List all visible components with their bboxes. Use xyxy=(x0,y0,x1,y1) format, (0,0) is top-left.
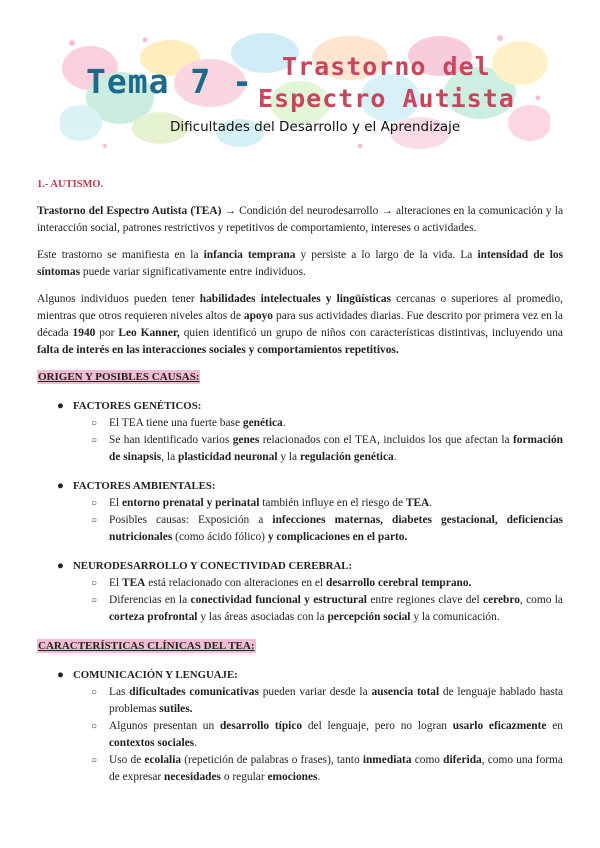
list-item: ○ Diferencias en la conectividad funcional y estructural entre regiones clave del cerebro, como la corteza profrontal y las áreas asociadas con la percepción social y la comunicación. xyxy=(91,594,563,623)
list-item: ○ Algunos presentan un desarrollo típico del lenguaje, pero no logran usarlo eficazmente en contextos sociales. xyxy=(91,720,563,749)
sub-bullet-icon: ○ xyxy=(91,595,98,606)
document-body xyxy=(37,176,563,798)
list-item: ○ El TEA tiene una fuerte base genética. xyxy=(73,415,563,432)
section-heading-caracteristicas: CARACTERÍSTICAS CLÍNICAS DEL TEA: xyxy=(38,640,255,652)
tema-number: Tema 7 - xyxy=(86,62,253,101)
sub-bullet-icon: ○ xyxy=(91,755,98,766)
list-item-geneticos: ● FACTORES GENÉTICOS: ○ El TEA tiene una fuerte base genética. ○ Se han identificado varios genes relacionados con el TEA, incluidos los que afectan la formación de sinapsis, la plasticidad neuronal y la regulación genética. xyxy=(37,398,563,466)
list-item: ○ El entorno prenatal y perinatal también influye en el riesgo de TEA. xyxy=(73,495,563,512)
paragraph-onset: Este trastorno se manifiesta en la infancia temprana y persiste a lo largo de la vida. La intensidad de los síntomas puede variar significativamente entre individuos. xyxy=(37,249,563,278)
sub-bullet-icon: ○ xyxy=(91,418,98,429)
subtitle: Dificultades del Desarrollo y el Aprendizaje xyxy=(170,119,461,135)
section-heading-autismo: 1.- AUTISMO. xyxy=(37,179,104,190)
title-line-2: Espectro Autista xyxy=(258,84,515,113)
caracteristicas-list xyxy=(37,667,563,786)
title-line-1: Trastorno del xyxy=(282,52,491,81)
sub-bullet-icon: ○ xyxy=(91,687,98,698)
list-item: ○ Las dificultades comunicativas pueden variar desde la ausencia total de lenguaje hablado hasta problemas sutiles. xyxy=(91,686,564,715)
list-item: ○ Se han identificado varios genes relacionados con el TEA, incluidos los que afectan la formación de sinapsis, la plasticidad neuronal y la regulación genética. xyxy=(91,434,563,463)
sub-bullet-icon: ○ xyxy=(91,578,98,589)
paragraph-definition: Trastorno del Espectro Autista (TEA) → Condición del neurodesarrollo → alteraciones en la comunicación y la interacción social, patrones restrictivos y repetitivos de comportamiento, intereses o actividades. xyxy=(37,205,563,234)
bullet-icon: ● xyxy=(57,480,64,492)
bullet-icon: ● xyxy=(57,400,64,412)
paragraph-history: Algunos individuos pueden tener habilidades intelectuales y lingüísticas cercanas o superiores al promedio, mientras que otros requieren niveles altos de apoyo para sus actividades diarias. Fue descrito por primera vez en la década 1940 por Leo Kanner, quien identificó un grupo de niños con características distintivas, incluyendo una falta de interés en las interacciones sociales y comportamientos repetitivos. xyxy=(37,293,563,356)
sub-bullet-icon: ○ xyxy=(91,435,98,446)
sub-bullet-icon: ○ xyxy=(91,515,98,526)
sub-bullet-icon: ○ xyxy=(91,498,98,509)
list-item-ambientales: ● FACTORES AMBIENTALES: ○ El entorno prenatal y perinatal también influye en el riesgo de TEA. ○ Posibles causas: Exposición a infecciones maternas, diabetes gestacional, deficiencias nutricionales (como ácido fólico) y complicaciones en el parto. xyxy=(37,478,563,546)
section-heading-origen: ORIGEN Y POSIBLES CAUSAS: xyxy=(38,371,200,383)
list-item: ○ El TEA está relacionado con alteraciones en el desarrollo cerebral temprano. xyxy=(73,575,563,592)
list-item-comunicacion: ● COMUNICACIÓN Y LENGUAJE: ○ Las dificultades comunicativas pueden variar desde la ausencia total de lenguaje hablado hasta problemas sutiles. ○ Algunos presentan un desarrollo típico del lenguaje, pero no logran usarlo eficazmente en contextos sociales. ○ Uso de ecolalia (repetición de palabras o frases), tanto inmediata como diferida, como una forma de expresar necesidades o regular emociones. xyxy=(37,667,563,786)
list-item: ○ Uso de ecolalia (repetición de palabras o frases), tanto inmediata como diferida, como una forma de expresar necesidades o regular emociones. xyxy=(91,754,563,783)
list-item: ○ Posibles causas: Exposición a infecciones maternas, diabetes gestacional, deficiencias nutricionales (como ácido fólico) y complicaciones en el parto. xyxy=(91,514,563,543)
origen-list xyxy=(37,398,563,626)
sub-bullet-icon: ○ xyxy=(91,721,98,732)
bullet-icon: ● xyxy=(57,560,64,572)
list-item-neurodesarrollo: ● NEURODESARROLLO Y CONECTIVIDAD CEREBRAL: ○ El TEA está relacionado con alteraciones en el desarrollo cerebral temprano. ○ Diferencias en la conectividad funcional y estructural entre regiones clave del cerebro, como la corteza profrontal y las áreas asociadas con la percepción social y la comunicación. xyxy=(37,558,563,626)
bullet-icon: ● xyxy=(57,669,64,681)
